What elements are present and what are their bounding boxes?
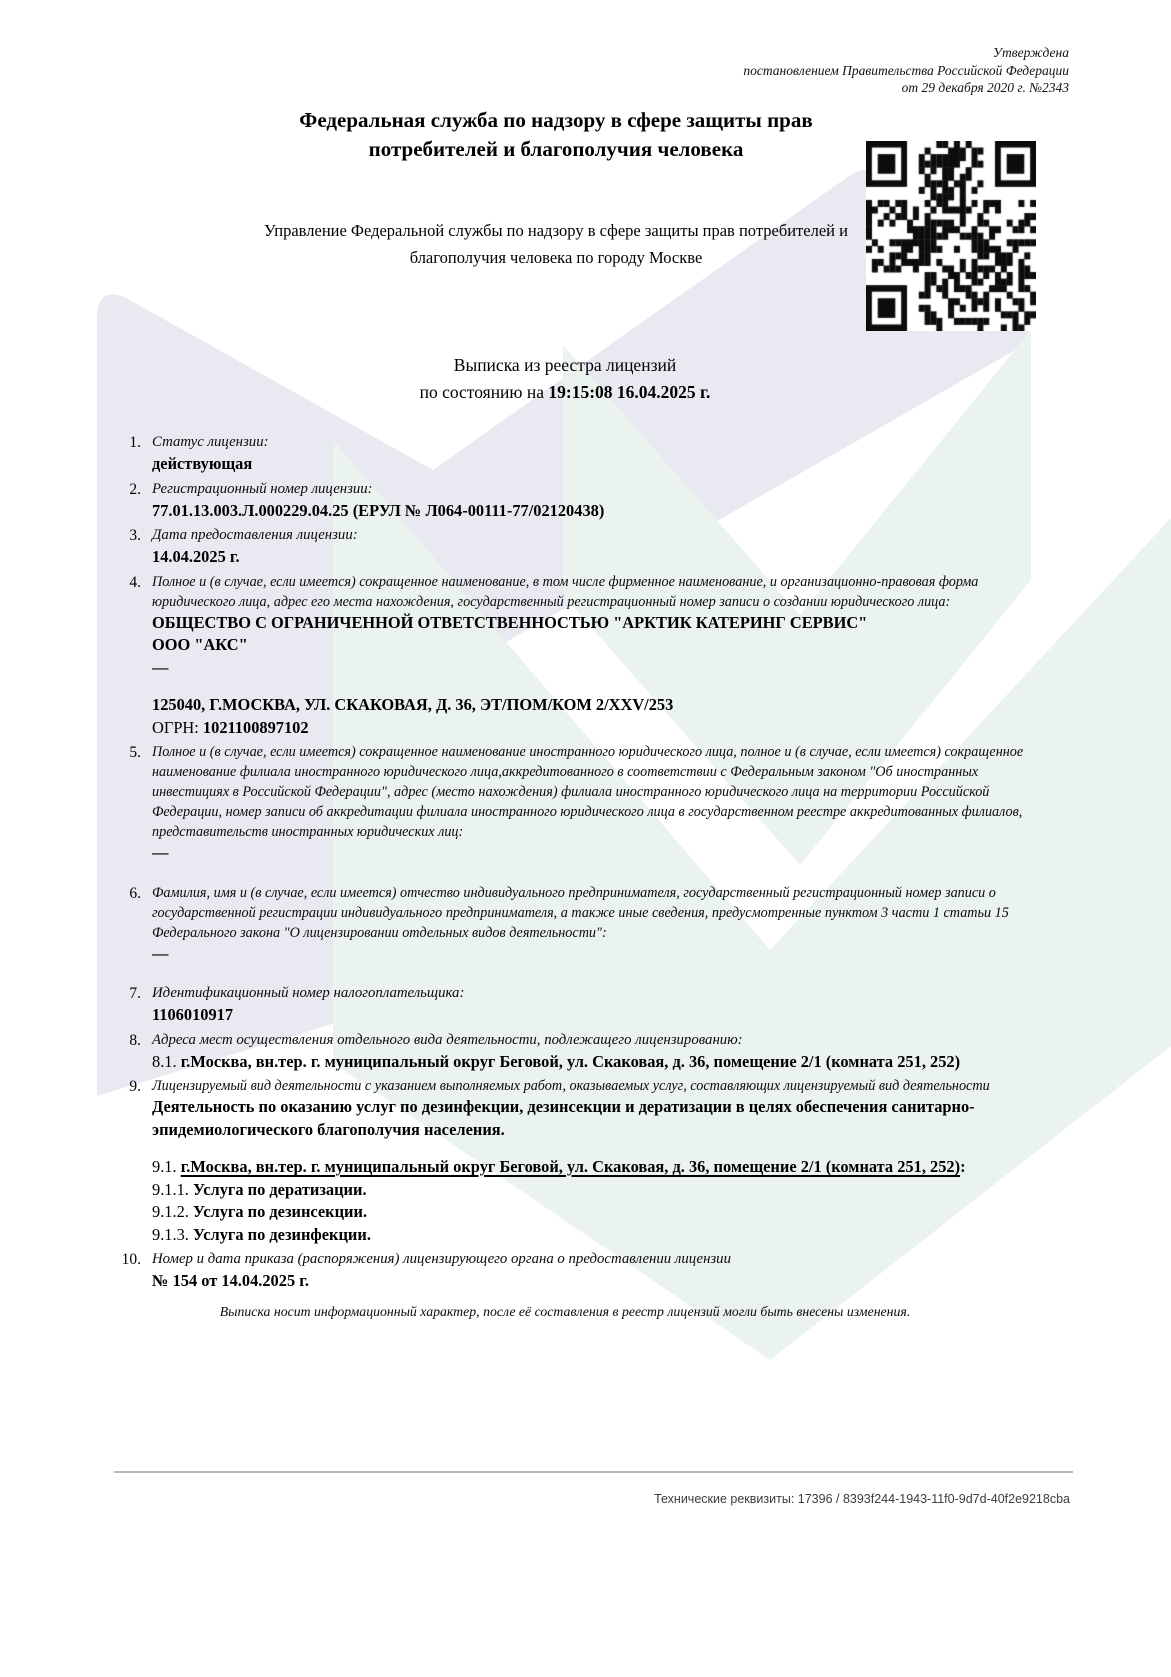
authority-title: Федеральная служба по надзору в сфере защиты прав потребителей и благополучия человека — [299, 108, 813, 161]
item-number: 2. — [129, 480, 141, 498]
item-value-text: действующая — [152, 454, 253, 473]
item-label: Лицензируемый вид деятельности с указанием выполняемых работ, оказываемых услуг, составляющих лицензируемый вид деятельности — [152, 1078, 990, 1094]
item-value-text: № 154 от 14.04.2025 г. — [152, 1271, 309, 1290]
item-label: Идентификационный номер налогоплательщика: — [152, 985, 465, 1001]
qr-code — [866, 141, 1036, 331]
item-value — [152, 500, 1035, 523]
item-value — [152, 943, 1035, 966]
item-label: Фамилия, имя и (в случае, если имеется) отчество индивидуального предпринимателя, государственный регистрационный номер записи о государственной регистрации индивидуального предпринимателя, а также иные сведения, предусмотренные пунктом 3 части 1 статьи 15 Федерального закона "О лицензировании отдельных видов деятельности": — [152, 884, 1009, 941]
approval-note-line: постановлением Правительства Российской Федерации — [743, 62, 1069, 78]
extract-as-of-datetime: 19:15:08 16.04.2025 г. — [548, 382, 711, 402]
item-label: Полное и (в случае, если имеется) сокращенное наименование иностранного юридического лица, полное и (в случае, если имеется) сокращенное наименование филиала иностранного юридического лица,аккредитованного в соответствии с Федеральным законом "Об иностранных инвестициях в Российской Федерации", адрес (место нахождения) филиала иностранного юридического лица на территории Российской Федерации, номер записи об аккредитации филиала иностранного юридического лица в государственном реестре аккредитованных филиалов, представительств иностранных юридических лиц: — [152, 744, 1024, 840]
item-number: 1. — [129, 434, 141, 451]
license-item — [95, 572, 1035, 740]
item-number: 8. — [129, 1031, 141, 1049]
footer-divider — [114, 1471, 1073, 1473]
item-value-text: Услуга по дезинфекции. — [192, 1224, 371, 1244]
item-label: Статус лицензии: — [152, 434, 269, 450]
value-spacer — [152, 1141, 1035, 1156]
item-value — [152, 1201, 1035, 1224]
department-title: Управление Федеральной службы по надзору в сфере защиты прав потребителей и благополучия человека по городу Москве — [264, 221, 848, 267]
item-value — [152, 1004, 1035, 1027]
item-value — [152, 842, 1035, 865]
item-value-text: Услуга по дезинсекции. — [192, 1202, 368, 1221]
extract-title — [95, 352, 1035, 406]
tech-requisites: Технические реквизиты: 17396 / 8393f244-1943-11f0-9d7d-40f2e9218cba — [654, 1492, 1070, 1506]
approval-note-line: Утверждена — [992, 45, 1069, 60]
item-value-prefix: 9.1. — [152, 1157, 181, 1176]
item-value — [152, 634, 1035, 657]
item-value — [152, 694, 1035, 717]
approval-note — [743, 44, 1069, 97]
license-item — [95, 479, 1035, 523]
license-item — [95, 1030, 1035, 1074]
item-label: Дата предоставления лицензии: — [152, 527, 358, 543]
item-value — [152, 717, 1035, 740]
license-item — [95, 742, 1035, 880]
item-value-prefix: 8.1. — [152, 1051, 181, 1071]
item-value-text: Услуга по дератизации. — [192, 1179, 367, 1199]
item-label: Полное и (в случае, если имеется) сокращенное наименование, в том числе фирменное наименование, и организационно-правовая форма юридического лица, адрес его места нахождения, государственный регистрационный номер записи о создании юридического лица: — [152, 573, 979, 610]
item-value — [152, 1096, 1035, 1141]
item-value-prefix: 9.1.1. — [152, 1179, 193, 1199]
license-item — [95, 1076, 1035, 1246]
item-number: 7. — [129, 985, 141, 1002]
license-item — [95, 525, 1035, 569]
value-spacer — [152, 679, 1035, 694]
item-value-text: г.Москва, вн.тер. г. муниципальный округ Беговой, ул. Скаковая, д. 36, помещение 2/1 (комната 251, 252) — [180, 1157, 961, 1176]
item-value-text: 1021100897102 — [202, 717, 309, 737]
item-value-prefix: 9.1.2. — [152, 1202, 193, 1221]
item-value — [152, 612, 1035, 635]
item-value-text: 77.01.13.003.Л.000229.04.25 (ЕРУЛ № Л064-00111-77/02120438) — [152, 500, 605, 520]
item-number: 3. — [129, 527, 141, 544]
license-item — [95, 1249, 1035, 1293]
item-number: 4. — [129, 573, 141, 591]
item-value-text: 1106010917 — [152, 1005, 234, 1024]
item-value-suffix: : — [960, 1157, 966, 1176]
item-value — [152, 1051, 1035, 1074]
item-label: Номер и дата приказа (распоряжения) лицензирующего органа о предоставлении лицензии — [152, 1251, 731, 1267]
item-value — [152, 1224, 1035, 1247]
item-number: 6. — [129, 884, 141, 902]
item-value-text: Деятельность по оказанию услуг по дезинфекции, дезинсекции и дератизации в целях обеспечения санитарно-эпидемиологического благополучия населения. — [152, 1097, 975, 1139]
item-value-text: — — [152, 657, 169, 677]
item-value-prefix: 9.1.3. — [152, 1224, 193, 1244]
item-value — [152, 1179, 1035, 1202]
approval-note-line: от 29 декабря 2020 г. №2343 — [901, 80, 1069, 95]
item-value — [152, 657, 1035, 680]
extract-title-line2: по состоянию на 19:15:08 16.04.2025 г. — [419, 382, 711, 402]
item-value-text: — — [152, 843, 169, 862]
license-item — [95, 883, 1035, 981]
item-value — [152, 1156, 1035, 1179]
item-number: 9. — [129, 1078, 141, 1095]
item-value-text: ОБЩЕСТВО С ОГРАНИЧЕННОЙ ОТВЕТСТВЕННОСТЬЮ "АРКТИК КАТЕРИНГ СЕРВИС" — [152, 612, 868, 632]
license-item — [95, 432, 1035, 476]
item-value — [152, 1270, 1035, 1293]
license-items — [95, 432, 1035, 1321]
item-number: 5. — [129, 744, 141, 761]
item-value-prefix: ОГРН: — [152, 717, 203, 737]
item-value-text: 125040, Г.МОСКВА, УЛ. СКАКОВАЯ, Д. 36, ЭТ/ПОМ/КОМ 2/XXV/253 — [152, 695, 674, 714]
value-spacer — [152, 965, 1035, 980]
item-number: 10. — [121, 1251, 141, 1268]
item-value-text: г.Москва, вн.тер. г. муниципальный округ Беговой, ул. Скаковая, д. 36, помещение 2/1 (комната 251, 252) — [180, 1051, 961, 1071]
item-label: Адреса мест осуществления отдельного вида деятельности, подлежащего лицензированию: — [152, 1031, 743, 1048]
item-value-text: — — [152, 943, 169, 963]
item-value — [152, 453, 1035, 476]
item-label: Регистрационный номер лицензии: — [152, 480, 373, 497]
item-value-text: 14.04.2025 г. — [152, 547, 240, 566]
info-note: Выписка носит информационный характер, после её составления в реестр лицензий могли быть внесены изменения. — [219, 1303, 911, 1319]
item-value-text: ООО "АКС" — [152, 635, 248, 654]
license-item — [95, 983, 1035, 1027]
extract-title-line1: Выписка из реестра лицензий — [453, 355, 677, 375]
item-value — [152, 546, 1035, 569]
value-spacer — [152, 865, 1035, 880]
